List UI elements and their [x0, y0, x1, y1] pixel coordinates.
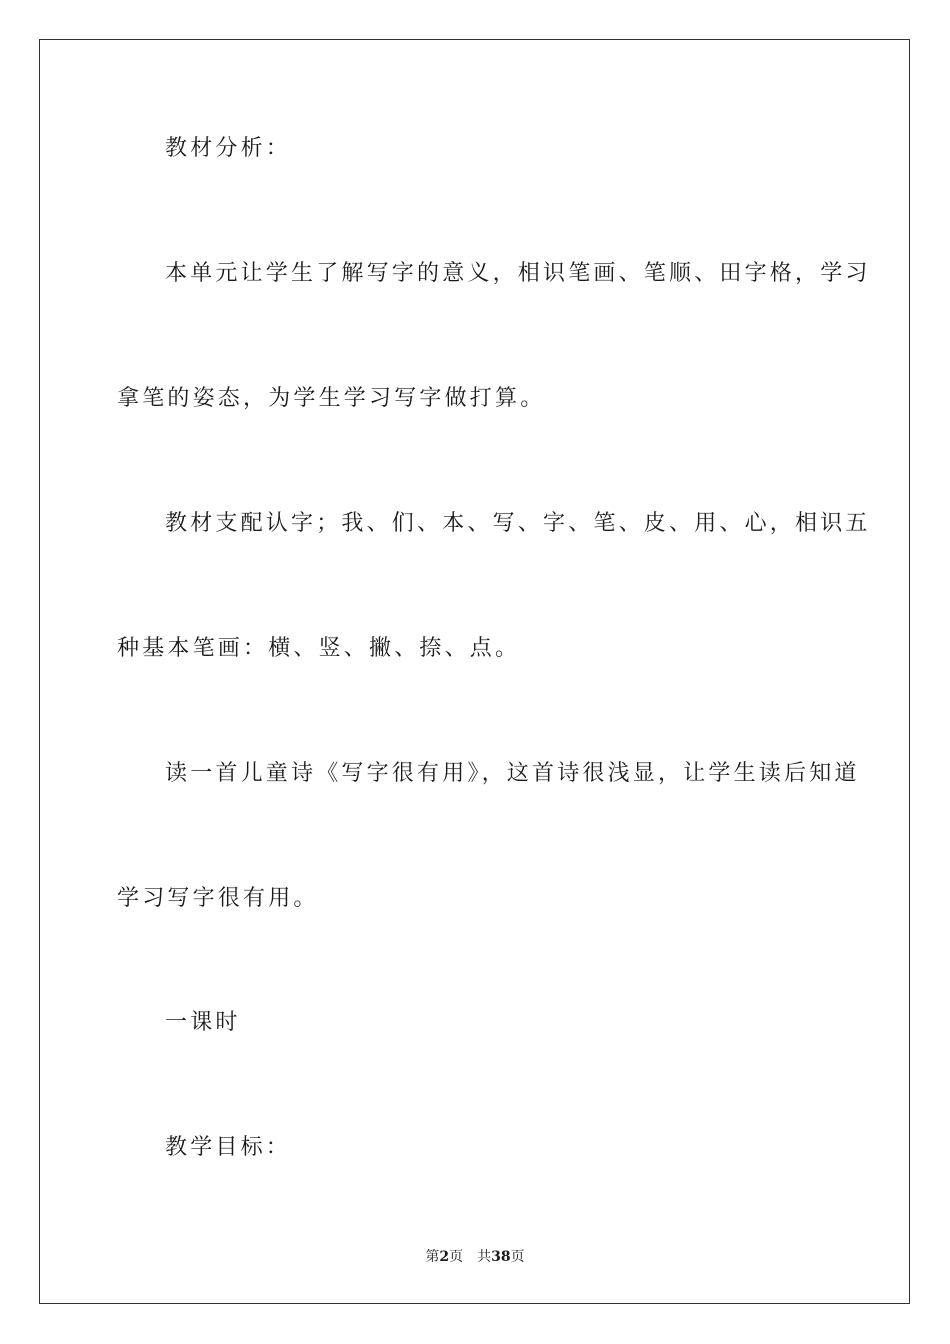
paragraph-line: 教材支配认字；我、们、本、写、字、笔、皮、用、心，相识五 [165, 511, 871, 536]
footer-total-suffix: 页 [510, 1249, 525, 1265]
page-frame [39, 39, 910, 1304]
footer-total-pages: 38 [491, 1249, 511, 1265]
paragraph-heading-textbook-analysis: 教材分析： [165, 136, 292, 161]
footer-page-suffix: 页 [449, 1249, 464, 1265]
paragraph-heading-teaching-goals: 教学目标： [165, 1135, 292, 1160]
paragraph-line: 本单元让学生了解写字的意义，相识笔画、笔顺、田字格，学习 [165, 261, 871, 286]
paragraph-line: 拿笔的姿态，为学生学习写字做打算。 [117, 386, 546, 411]
paragraph-class-hours: 一课时 [165, 1010, 241, 1035]
paragraph-line: 学习写字很有用。 [117, 886, 319, 911]
footer-total-prefix: 共 [477, 1249, 492, 1265]
page-footer [0, 1247, 950, 1267]
footer-page-prefix: 第 [425, 1249, 440, 1265]
footer-page-number: 2 [439, 1249, 450, 1265]
paragraph-line: 读一首儿童诗《写字很有用》，这首诗很浅显，让学生读后知道 [165, 761, 860, 786]
paragraph-line: 种基本笔画：横、竖、撇、捺、点。 [117, 636, 521, 661]
